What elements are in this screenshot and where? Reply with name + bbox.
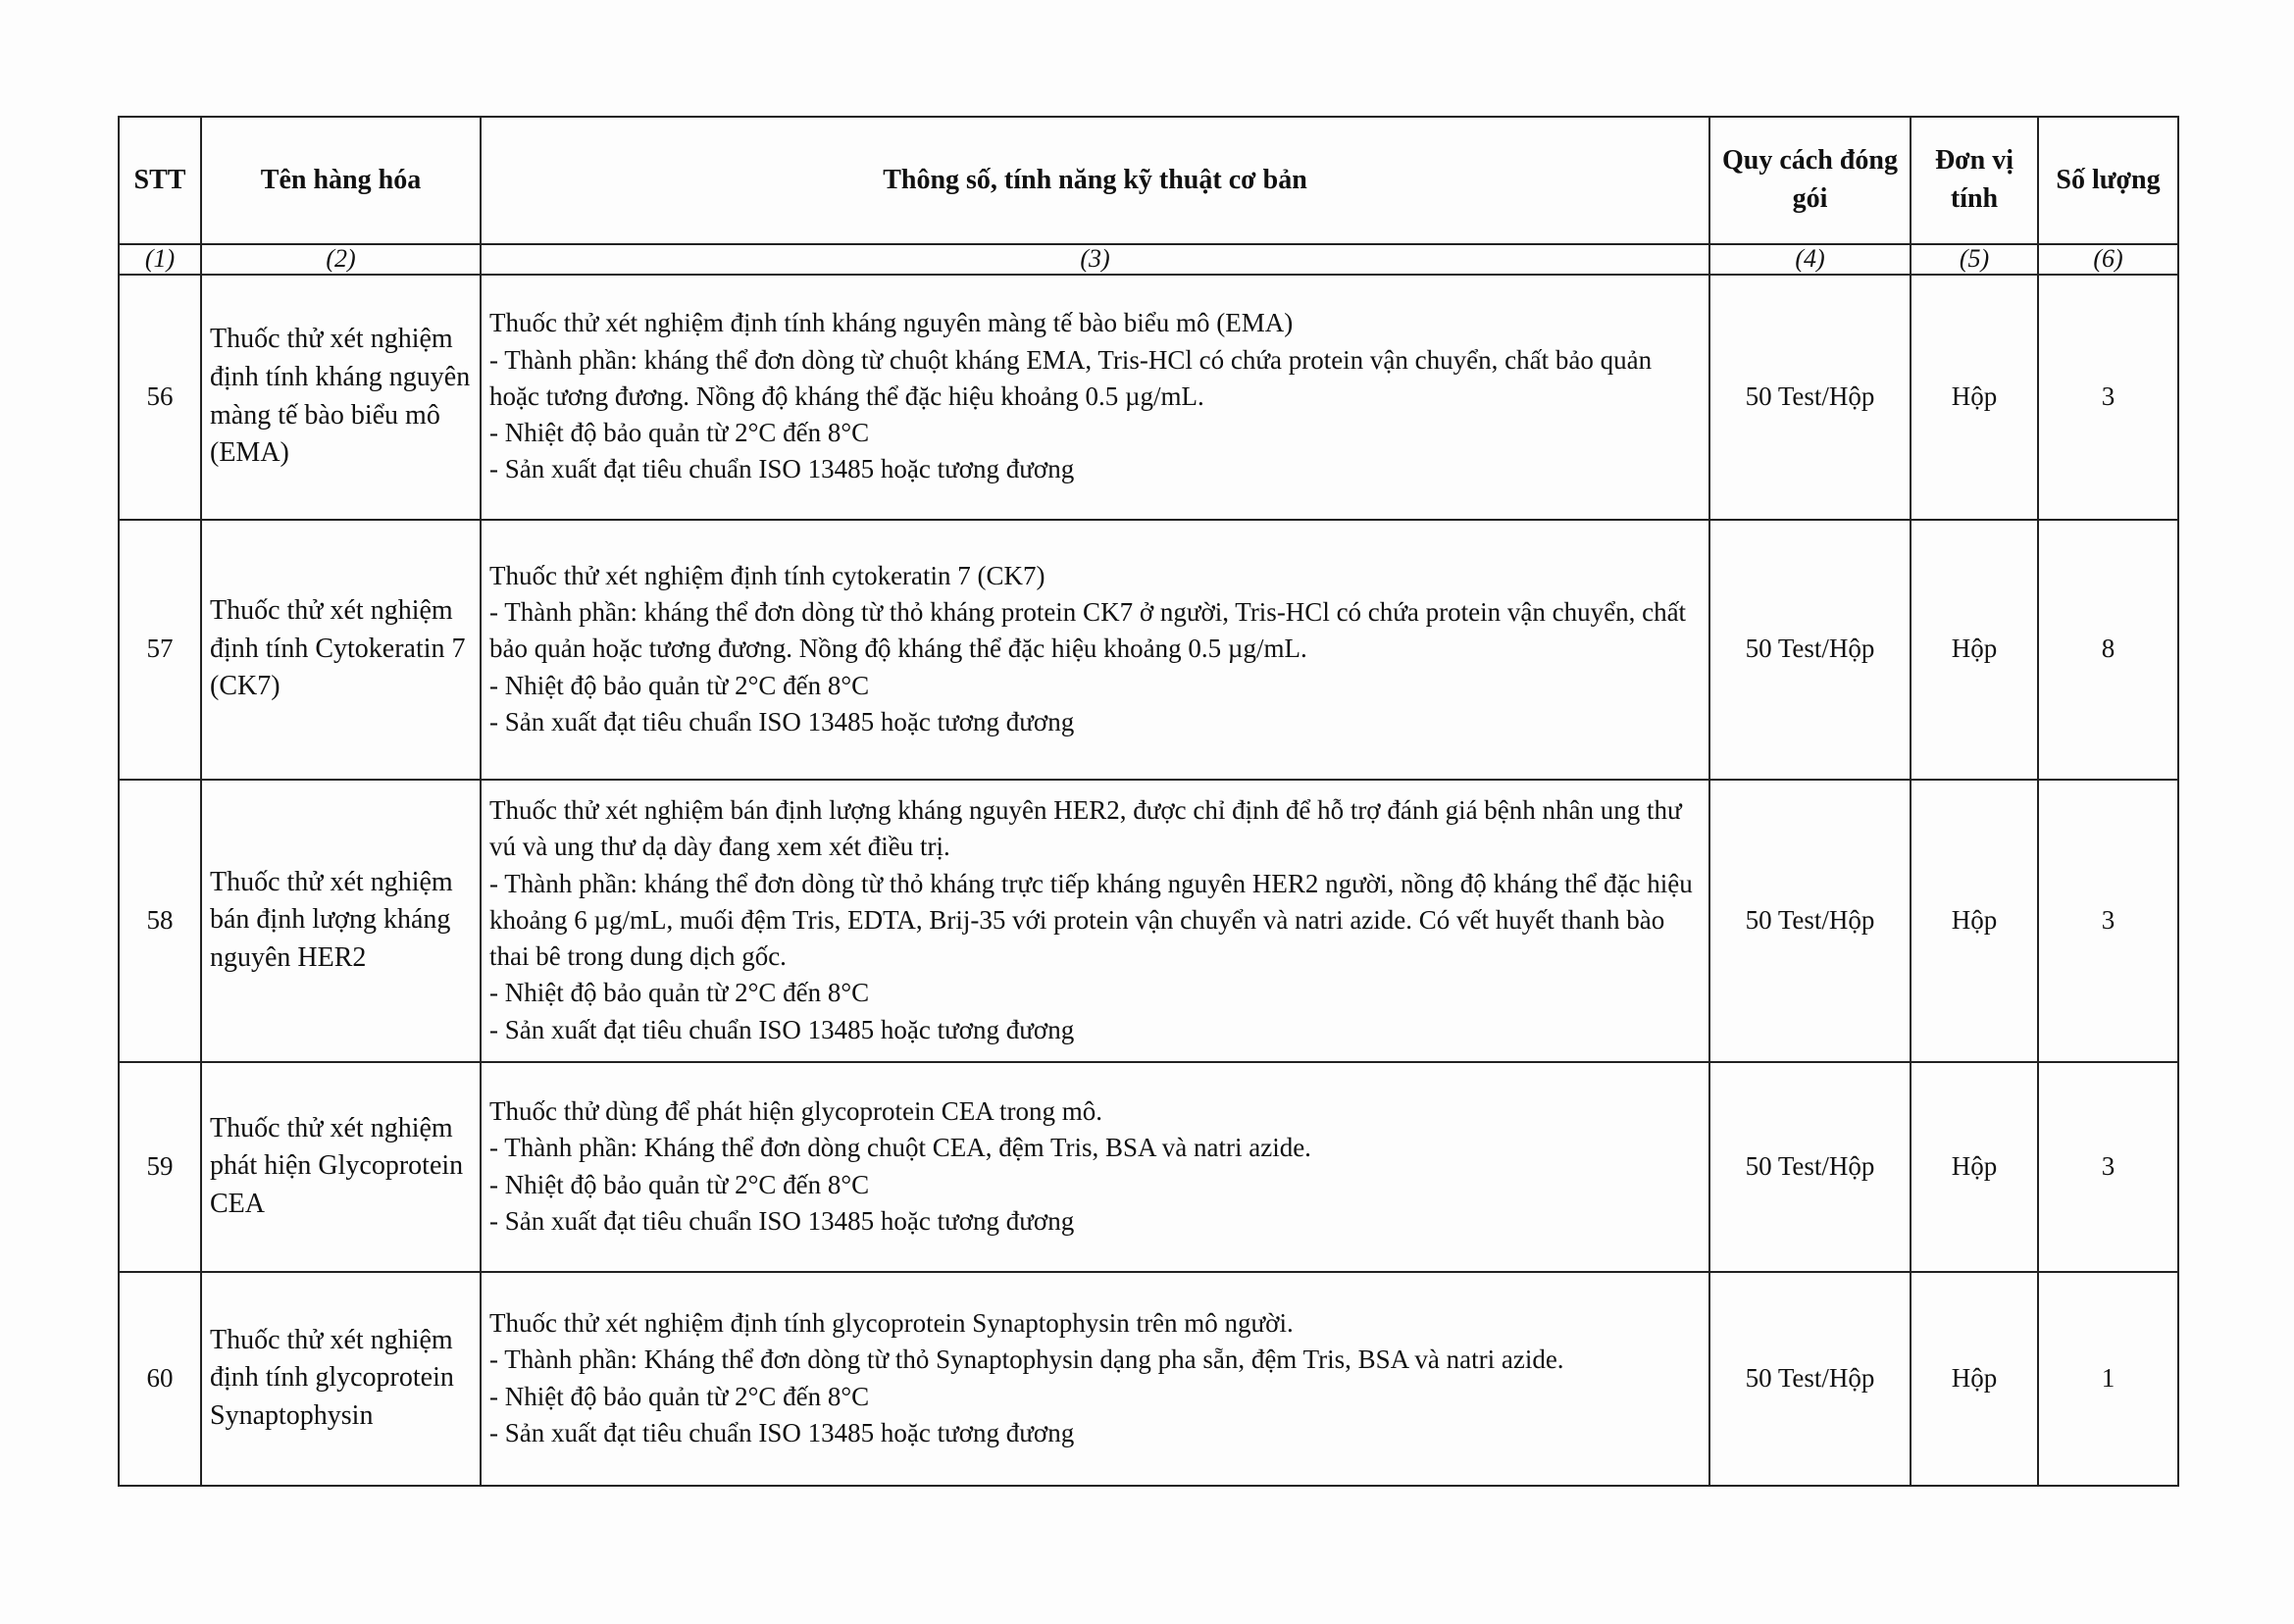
row-spec: [481, 520, 1709, 780]
row-goods-name: Thuốc thử xét nghiệm bán định lượng kháng nguyên HER2: [201, 780, 481, 1062]
row-unit: Hộp: [1911, 1062, 2038, 1272]
header-stt: STT: [119, 117, 201, 244]
row-quantity: 3: [2038, 275, 2178, 520]
row-stt: 58: [119, 780, 201, 1062]
header-name: Tên hàng hóa: [201, 117, 481, 244]
table-row: [119, 1272, 2178, 1486]
row-spec: [481, 1062, 1709, 1272]
table-row: [119, 1062, 2178, 1272]
header-quantity: Số lượng: [2038, 117, 2178, 244]
spec-line: - Nhiệt độ bảo quản từ 2°C đến 8°C: [489, 1169, 870, 1199]
spec-line: - Nhiệt độ bảo quản từ 2°C đến 8°C: [489, 670, 870, 700]
spec-line: - Sản xuất đạt tiêu chuẩn ISO 13485 hoặc tương đương: [489, 1205, 1075, 1236]
header-unit: Đơn vị tính: [1911, 117, 2038, 244]
header-spec: Thông số, tính năng kỹ thuật cơ bản: [481, 117, 1709, 244]
row-goods-name: Thuốc thử xét nghiệm định tính Cytokeratin 7 (CK7): [201, 520, 481, 780]
row-spec: [481, 780, 1709, 1062]
spec-line: - Thành phần: kháng thể đơn dòng từ thỏ kháng protein CK7 ở người, Tris-HCl có chứa protein vận chuyển, chất bảo quản hoặc tương đương. Nồng độ kháng thể đặc hiệu khoảng 0.5 µg/mL.: [489, 597, 1687, 664]
row-goods-name: Thuốc thử xét nghiệm định tính kháng nguyên màng tế bào biểu mô (EMA): [201, 275, 481, 520]
row-quantity: 3: [2038, 1062, 2178, 1272]
row-unit: Hộp: [1911, 780, 2038, 1062]
spec-line: - Thành phần: Kháng thể đơn dòng chuột CEA, đệm Tris, BSA và natri azide.: [489, 1133, 1311, 1163]
table-row: [119, 275, 2178, 520]
table-row: [119, 520, 2178, 780]
row-packaging: 50 Test/Hộp: [1709, 275, 1911, 520]
goods-spec-table: [118, 116, 2179, 1487]
row-packaging: 50 Test/Hộp: [1709, 520, 1911, 780]
spec-line: Thuốc thử dùng để phát hiện glycoprotein CEA trong mô.: [489, 1096, 1103, 1127]
table-header-row: [119, 117, 2178, 244]
row-quantity: 1: [2038, 1272, 2178, 1486]
spec-line: - Sản xuất đạt tiêu chuẩn ISO 13485 hoặc tương đương: [489, 454, 1075, 484]
table-row: [119, 780, 2178, 1062]
spec-line: Thuốc thử xét nghiệm định tính cytokeratin 7 (CK7): [489, 560, 1045, 590]
column-number: (5): [1911, 244, 2038, 275]
spec-line: - Nhiệt độ bảo quản từ 2°C đến 8°C: [489, 1381, 870, 1411]
spec-line: - Sản xuất đạt tiêu chuẩn ISO 13485 hoặc tương đương: [489, 1417, 1075, 1447]
row-unit: Hộp: [1911, 520, 2038, 780]
spec-line: - Sản xuất đạt tiêu chuẩn ISO 13485 hoặc tương đương: [489, 1014, 1075, 1044]
spec-line: - Thành phần: kháng thể đơn dòng từ chuột kháng EMA, Tris-HCl có chứa protein vận chuyển, chất bảo quản hoặc tương đương. Nồng độ kháng thể đặc hiệu khoảng 0.5 µg/mL.: [489, 344, 1653, 411]
column-number: (1): [119, 244, 201, 275]
row-unit: Hộp: [1911, 1272, 2038, 1486]
spec-line: - Thành phần: Kháng thể đơn dòng từ thỏ Synaptophysin dạng pha sẵn, đệm Tris, BSA và natri azide.: [489, 1345, 1564, 1375]
row-stt: 59: [119, 1062, 201, 1272]
spec-line: - Nhiệt độ bảo quản từ 2°C đến 8°C: [489, 418, 870, 448]
spec-line: Thuốc thử xét nghiệm bán định lượng kháng nguyên HER2, được chỉ định để hỗ trợ đánh giá bệnh nhân ung thư vú và ung thư dạ dày đang xem xét điều trị.: [489, 795, 1682, 862]
row-goods-name: Thuốc thử xét nghiệm định tính glycoprotein Synaptophysin: [201, 1272, 481, 1486]
row-packaging: 50 Test/Hộp: [1709, 780, 1911, 1062]
row-unit: Hộp: [1911, 275, 2038, 520]
row-spec: [481, 275, 1709, 520]
spec-line: - Thành phần: kháng thể đơn dòng từ thỏ kháng trực tiếp kháng nguyên HER2 người, nồng độ kháng thể đặc hiệu khoảng 6 µg/mL, muối đệm Tris, EDTA, Brij-35 với protein vận chuyển và natri azide. Có vết huyết thanh bào thai bê trong dung dịch gốc.: [489, 868, 1693, 972]
spec-line: Thuốc thử xét nghiệm định tính kháng nguyên màng tế bào biểu mô (EMA): [489, 308, 1294, 338]
row-stt: 57: [119, 520, 201, 780]
column-number: (3): [481, 244, 1709, 275]
row-stt: 60: [119, 1272, 201, 1486]
column-number: (4): [1709, 244, 1911, 275]
header-packaging: Quy cách đóng gói: [1709, 117, 1911, 244]
row-goods-name: Thuốc thử xét nghiệm phát hiện Glycoprotein CEA: [201, 1062, 481, 1272]
row-quantity: 8: [2038, 520, 2178, 780]
row-spec: [481, 1272, 1709, 1486]
row-quantity: 3: [2038, 780, 2178, 1062]
column-number: (2): [201, 244, 481, 275]
column-number-row: [119, 244, 2178, 275]
row-packaging: 50 Test/Hộp: [1709, 1272, 1911, 1486]
spec-line: - Sản xuất đạt tiêu chuẩn ISO 13485 hoặc tương đương: [489, 706, 1075, 736]
row-stt: 56: [119, 275, 201, 520]
column-number: (6): [2038, 244, 2178, 275]
row-packaging: 50 Test/Hộp: [1709, 1062, 1911, 1272]
spec-line: Thuốc thử xét nghiệm định tính glycoprotein Synaptophysin trên mô người.: [489, 1308, 1294, 1339]
spec-line: - Nhiệt độ bảo quản từ 2°C đến 8°C: [489, 978, 870, 1008]
